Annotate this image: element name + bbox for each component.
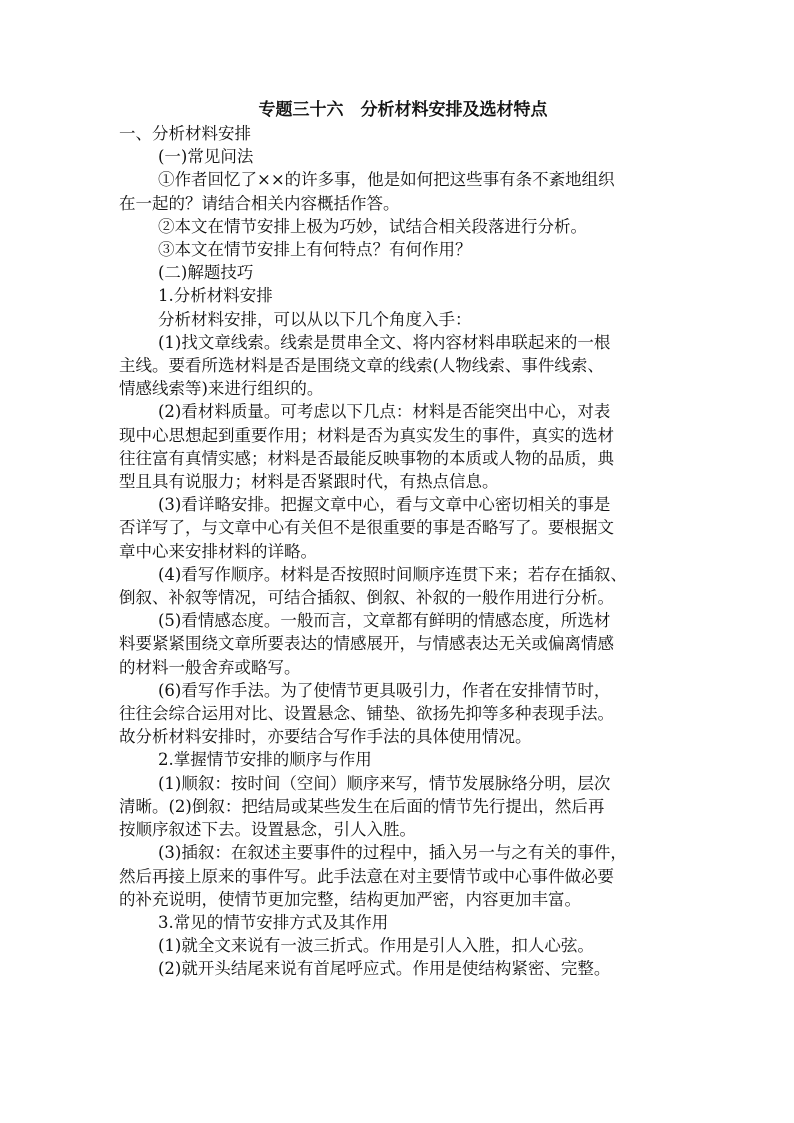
text-line: 往往富有真情实感；材料是否最能反映事物的本质或人物的品质，典 (119, 448, 614, 468)
text-line: 在一起的？请结合相关内容概括作答。 (119, 193, 400, 213)
text-line: (2)就开头结尾来说有首尾呼应式。作用是使结构紧密、完整。 (158, 959, 611, 979)
text-line: 按顺序叙述下去。设置悬念，引人入胜。 (119, 820, 416, 840)
text-line: (6)看写作手法。为了使情节更具吸引力，作者在安排情节时， (158, 680, 611, 700)
text-line: 的补充说明，使情节更加完整，结构更加严密，内容更加丰富。 (119, 889, 581, 909)
text-line: 主线。要看所选材料是否是围绕文章的线索(人物线索、事件线索、 (119, 356, 604, 376)
text-line: (1)找文章线索。线索是贯串全文、将内容材料串联起来的一根 (158, 332, 611, 352)
document-body (119, 122, 679, 981)
text-line: 章中心来安排材料的详略。 (119, 541, 317, 561)
text-line: (二)解题技巧 (158, 263, 254, 283)
text-line: 故分析材料安排时，亦要结合写作手法的具体使用情况。 (119, 727, 532, 747)
text-line: 3.常见的情节安排方式及其作用 (158, 912, 389, 932)
text-line: 情感线索等)来进行组织的。 (119, 379, 324, 399)
text-line: 倒叙、补叙等情况，可结合插叙、倒叙、补叙的一般作用进行分析。 (119, 588, 614, 608)
document-title: 专题三十六 分析材料安排及选材特点 (258, 100, 548, 120)
text-line: 往往会综合运用对比、设置悬念、铺垫、欲扬先抑等多种表现手法。 (119, 704, 614, 724)
text-line: 型且具有说服力；材料是否紧跟时代，有热点信息。 (119, 472, 499, 492)
text-line: 料要紧紧围绕文章所要表达的情感展开，与情感表达无关或偏离情感 (119, 634, 614, 654)
text-line: 1.分析材料安排 (158, 286, 273, 306)
text-line: ②本文在情节安排上极为巧妙，试结合相关段落进行分析。 (158, 216, 587, 236)
text-line: (1)就全文来说有一波三折式。作用是引人入胜，扣人心弦。 (158, 936, 594, 956)
text-line: 分析材料安排，可以从以下几个角度入手： (158, 309, 472, 329)
text-line: 一、分析材料安排 (119, 124, 251, 143)
text-line: (3)看详略安排。把握文章中心，看与文章中心密切相关的事是 (158, 495, 611, 515)
text-line: ①作者回忆了××的许多事，他是如何把这些事有条不紊地组织 (158, 170, 615, 190)
text-line: ③本文在情节安排上有何特点？有何作用？ (158, 240, 472, 260)
text-line: (一)常见问法 (158, 147, 254, 167)
text-line: 的材料一般舍弃或略写。 (119, 657, 301, 677)
text-line: 否详写了，与文章中心有关但不是很重要的事是否略写了。要根据文 (119, 518, 614, 538)
text-line: (1)顺叙：按时间（空间）顺序来写，情节发展脉络分明，层次 (158, 773, 611, 793)
text-line: 然后再接上原来的事件写。此手法意在对主要情节或中心事件做必要 (119, 866, 614, 886)
text-line: (3)插叙：在叙述主要事件的过程中，插入另一与之有关的事件， (158, 843, 627, 863)
text-line: 清晰。(2)倒叙：把结局或某些发生在后面的情节先行提出，然后再 (119, 796, 605, 816)
text-line: (2)看材料质量。可考虑以下几点：材料是否能突出中心，对表 (158, 402, 611, 422)
text-line: (4)看写作顺序。材料是否按照时间顺序连贯下来；若存在插叙、 (158, 564, 627, 584)
document-page (119, 98, 679, 981)
text-line: (5)看情感态度。一般而言，文章都有鲜明的情感态度，所选材 (158, 611, 611, 631)
text-line: 2.掌握情节安排的顺序与作用 (158, 750, 372, 770)
text-line: 现中心思想起到重要作用；材料是否为真实发生的事件，真实的选材 (119, 425, 614, 445)
